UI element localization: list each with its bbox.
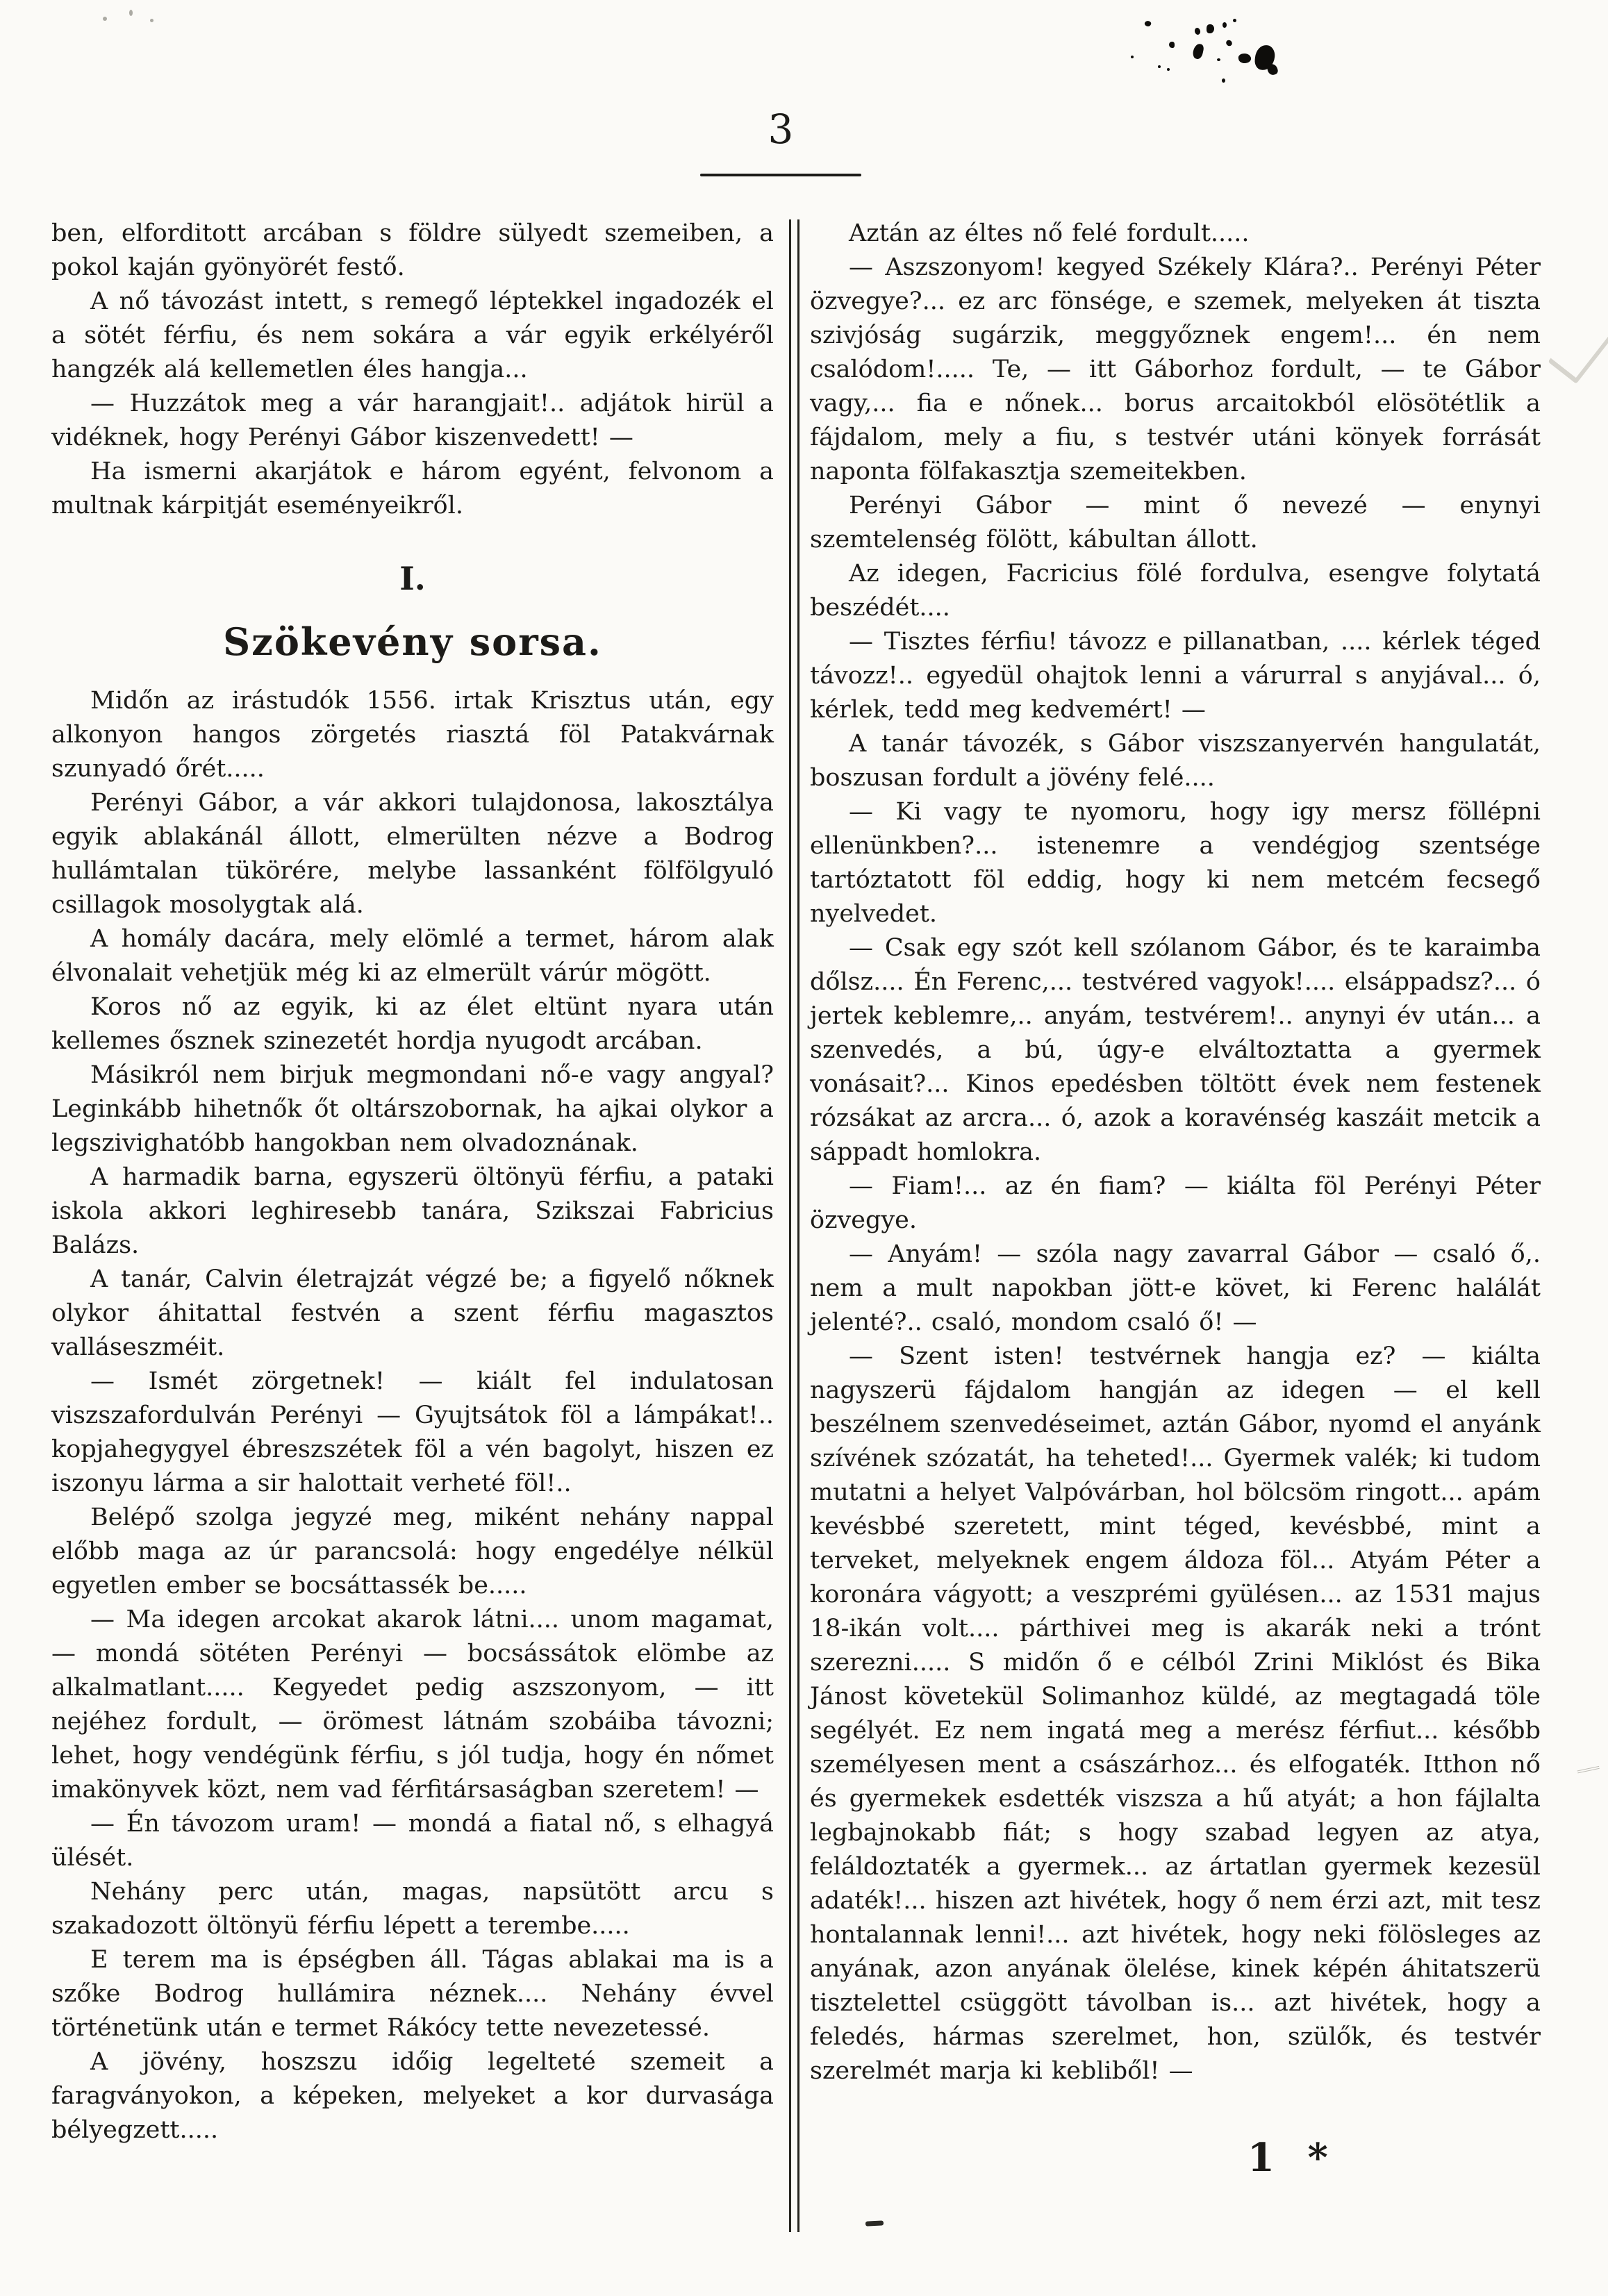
body-paragraph: Belépő szolga jegyzé meg, miként nehány nappal előbb maga az úr parancsolá: hogy engedélye nélkül egyetlen ember se bocsáttassék be..... <box>51 1504 774 1599</box>
ink-smudge-artifact <box>1125 14 1292 90</box>
section-heading <box>51 560 774 664</box>
body-paragraph: Másikról nem birjuk megmondani nő-e vagy angyal? Leginkább hihetnők őt oltárszobornak, ha ajkai olykor a legszivighatóbb hangokban nem olvadoznának. <box>51 1061 774 1157</box>
body-paragraph: Koros nő az egyik, ki az élet eltünt nyara után kellemes ősznek szinezetét hordja nyugodt arcában. <box>51 993 774 1055</box>
left-column <box>51 217 774 2147</box>
column-divider <box>789 219 799 2232</box>
body-paragraph: — Ma idegen arcokat akarok látni.... unom magamat, — mondá sötéten Perényi — bocsássátok elömbe az alkalmatlant..... Kegyedet pedig aszszonyom, — itt nejéhez fordult, — örömest látnám szobáiba távozni; lehet, hogy vendégünk férfiu, s jól tudja, hogy én nőmet imakönyvek közt, nem vad férfitársaságban szeretem! — <box>51 1606 774 1804</box>
chapter-numeral: I. <box>399 560 426 597</box>
body-paragraph: — Szent isten! testvérnek hangja ez? — kiálta nagyszerü fájdalom hangján az idegen — el kell beszélnem szenvedéseimet, aztán Gábor, nyomd el anyánk szívének szózatát, ha teheted!... Gyermek valék; ki tudom mutatni a helyet Valpóvárban, hol bölcsöm ringott... apám kevésbbé szeretett, mint téged, kevésbbé, mint a terveket, melyeknek engem áldoza föl... Atyám Péter a koronára vágyott; a veszprémi gyülésen... az 1531 majus 18-ikán volt.... párthivei meg is akarák neki a trónt szerezni..... S midőn ő e célból Zrini Miklóst és Bika Jánost követekül Solimanhoz küldé, az megtagadá töle segélyét. Ez nem ingatá meg a merész férfiut... később személyesen ment a császárhoz... és elfogaték. Itthon nő és gyermekek esdették viszsza a hű atyát; a hon fájlalta legbajnokabb fiát; s hogy szabad legyen az atya, feláldoztaték a gyermek... az ártatlan gyermek kezesül adaték!... hiszen azt hivétek, hogy ő nem érzi azt, mit tesz hontalannak lenni!... azt hivétek, hogy neki fölösleges az anyának, azon anyának ölelése, kinek képén áhitatszerü tisztelettel csüggött távolban is... azt hivétek, hogy a feledés, hármas szerelmet, hon, szülők, és testvér szerelmét marja ki kebliből! — <box>810 1342 1541 2085</box>
header-rule <box>700 174 861 176</box>
body-paragraph: — Csak egy szót kell szólanom Gábor, és te karaimba dőlsz.... Én Ferenc,... testvéred vagyok!.... elsáppadsz?... ó jertek keblemre,.. anyám, testvérem!.. anynyi év után... a szenvedés, a bú, úgy-e elváltoztatta a gyermek vonásait?... Kinos epedésben töltött évek nem festenek rózsákat az arcra... ó, azok a koravénség kaszáit metcik a sáppadt homlokra. <box>810 934 1541 1166</box>
signature-mark: 1 * <box>1248 2135 1338 2181</box>
body-paragraph: — Aszszonyom! kegyed Székely Klára?.. Perényi Péter özvegye?... ez arc fönsége, e szemek, melyeken át tiszta szivjóság sugárzik, meggyőznek engem!... én nem csalódom!..... Te, — itt Gáborhoz fordult, — te Gábor vagy,... fia e nőnek... borus arcaitokból elösötétlik a fájdalom, mely a fiu, s testvér utáni könyek forrását naponta fölfakasztja szemeitekben. <box>810 253 1541 485</box>
chapter-title: Szökevény sorsa. <box>223 619 602 664</box>
scan-speck <box>150 19 154 22</box>
body-paragraph: — Anyám! — szóla nagy zavarral Gábor — csaló ő,. nem a mult napokban jött-e követ, ki Ferenc halálát jelenté?.. csaló, mondom csaló ő! — <box>810 1240 1541 1336</box>
body-paragraph: A tanár távozék, s Gábor viszszanyervén hangulatát, boszusan fordult a jövény felé.... <box>810 730 1541 792</box>
body-paragraph: Midőn az irástudók 1556. irtak Krisztus után, egy alkonyon hangos zörgetés riasztá föl Patakvárnak szunyadó őrét..... <box>51 687 774 783</box>
body-paragraph: A harmadik barna, egyszerü öltönyü férfiu, a pataki iskola akkori leghiresebb tanára, Szikszai Fabricius Balázs. <box>51 1163 774 1259</box>
body-paragraph: — Huzzátok meg a vár harangjait!.. adjátok hirül a vidéknek, hogy Perényi Gábor kiszenvedett! — <box>51 390 774 451</box>
body-paragraph: — Ismét zörgetnek! — kiált fel indulatosan viszszafordulván Perényi — Gyujtsátok föl a lámpákat!.. kopjahegygyel ébreszszétek föl a vén bagolyt, hiszen ez iszonyu lárma a sir halottait verheté föl!.. <box>51 1367 774 1497</box>
body-paragraph: Nehány perc után, magas, napsütött arcu s szakadozott öltönyü férfiu lépett a terembe..... <box>51 1878 774 1940</box>
scan-speck <box>129 10 133 16</box>
body-paragraph: Aztán az éltes nő felé fordult..... <box>849 219 1250 247</box>
body-paragraph: A tanár, Calvin életrajzát végzé be; a figyelő nőknek olykor áhitattal festvén a szent férfiu magasztos valláseszméit. <box>51 1265 774 1361</box>
edge-check-artifact <box>1548 310 1608 384</box>
right-column <box>810 217 1541 2088</box>
body-paragraph: — Én távozom uram! — mondá a fiatal nő, s elhagyá ülését. <box>51 1810 774 1872</box>
body-paragraph: A jövény, hoszszu időig legelteté szemeit a faragványokon, a képeken, melyeket a kor durvasága bélyegzett..... <box>51 2048 774 2144</box>
body-paragraph: — Ki vagy te nyomoru, hogy igy mersz föllépni ellenünkben?... istenemre a vendégjog szentsége tartóztatott föl eddig, hogy ki nem metcém fecsegő nyelvedet. <box>810 798 1541 928</box>
bottom-dash-artifact <box>865 2220 884 2226</box>
body-paragraph: Perényi Gábor, a vár akkori tulajdonosa, lakosztálya egyik ablakánál állott, elmerülten nézve a Bodrog hullámtalan tükörére, melybe lassanként fölfölgyuló csillagok mosolygtak alá. <box>51 789 774 919</box>
body-paragraph: A nő távozást intett, s remegő léptekkel ingadozék el a sötét férfiu, és nem sokára a vár egyik erkélyéről hangzék alá kellemetlen éles hangja... <box>51 288 774 383</box>
body-paragraph: A homály dacára, mely elömlé a termet, három alak élvonalait vehetjük még ki az elmerült várúr mögött. <box>51 925 774 987</box>
page-number: 3 <box>768 106 794 153</box>
body-paragraph: E terem ma is épségben áll. Tágas ablakai ma is a szőke Bodrog hullámira néznek.... Nehány évvel történetünk után e termet Rákócy tette nevezetessé. <box>51 1946 774 2042</box>
body-paragraph: Ha ismerni akarjátok e három egyént, felvonom a multnak kárpitját eseményeikről. <box>51 458 774 519</box>
edge-squiggle-artifact <box>1577 1766 1602 1781</box>
body-paragraph: — Tisztes férfiu! távozz e pillanatban, .... kérlek téged távozz!.. egyedül ohajtok lenni a várurral s anyjával... ó, kérlek, tedd meg kedvemért! — <box>810 628 1541 724</box>
body-paragraph-continuation: ben, elforditott arcában s földre sülyedt szemeiben, a pokol kaján gyönyörét festő. <box>51 219 774 281</box>
body-paragraph: — Fiam!... az én fiam? — kiálta föl Perényi Péter özvegye. <box>810 1172 1541 1234</box>
scan-speck <box>103 17 107 21</box>
body-paragraph: Perényi Gábor — mint ő nevezé — enynyi szemtelenség fölött, kábultan állott. <box>810 492 1541 554</box>
body-paragraph: Az idegen, Facricius fölé fordulva, esengve folytatá beszédét.... <box>810 560 1541 622</box>
